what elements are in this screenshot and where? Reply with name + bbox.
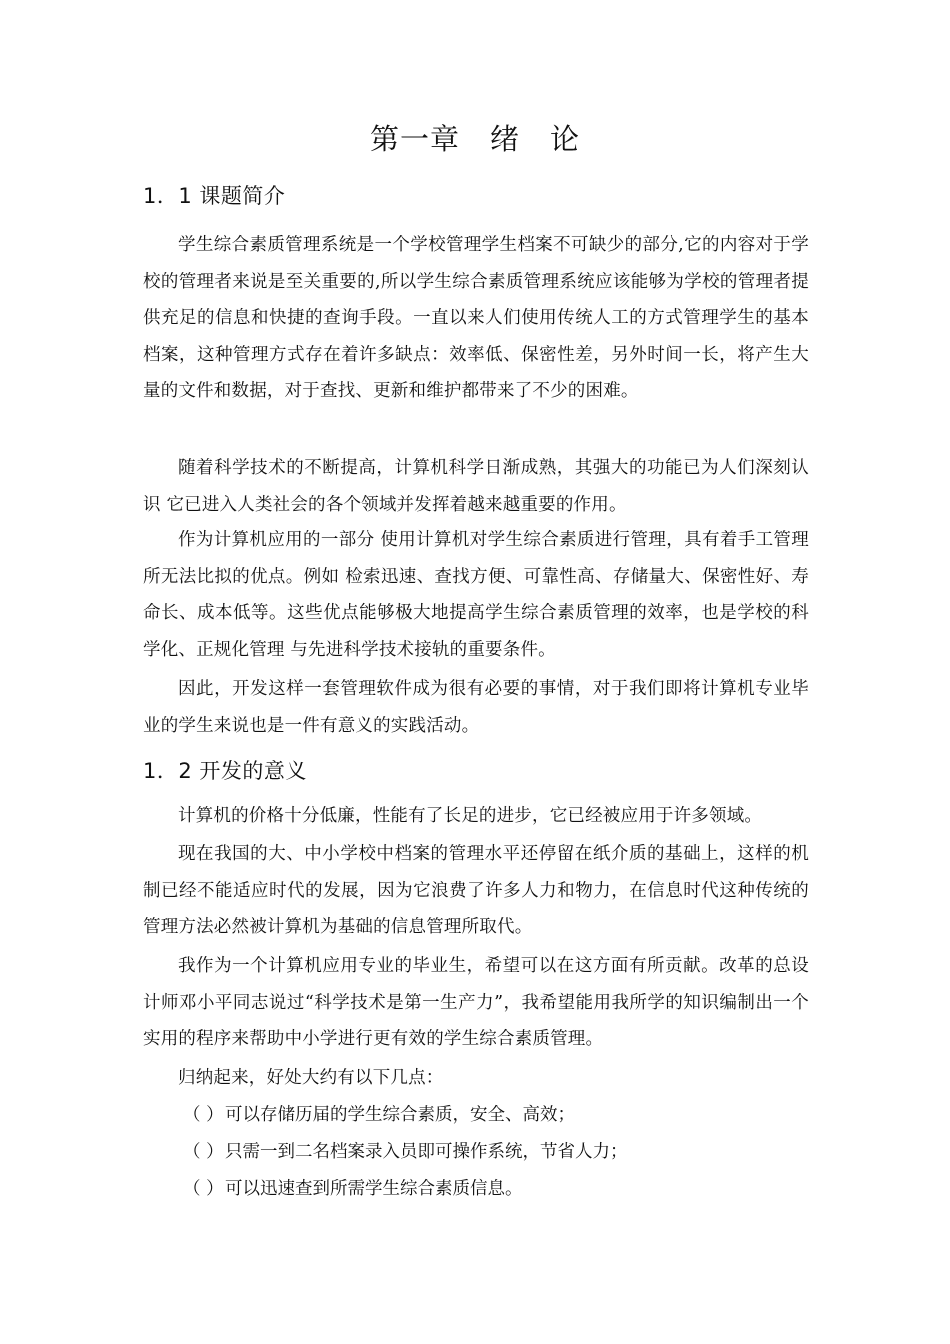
paragraph: 现在我国的大、中小学校中档案的管理水平还停留在纸介质的基础上，这样的机制已经不能适应时代的发展，因为它浪费了许多人力和物力，在信息时代这种传统的管理方法必然被计算机为基础的信息管理所取代。 (143, 844, 809, 938)
section-heading-1-2: 1．2 开发的意义 (143, 759, 307, 783)
list-item-text: 只需一到二名档案录入员即可操作系统，节省人力； (225, 1142, 628, 1162)
paragraph: 作为计算机应用的一部分 使用计算机对学生综合素质进行管理，具有着手工管理所无法比拟的优点。例如 检索迅速、查找方便、可靠性高、存储量大、保密性好、寿命长、成本低等。这些优点能够极大地提高学生综合素质管理的效率，也是学校的科学化、正规化管理 与先进科学技术接轨的重要条件。 (143, 530, 809, 660)
list-marker: （ ） (183, 1105, 224, 1125)
list-item-text: 可以存储历届的学生综合素质，安全、高效； (225, 1105, 575, 1125)
paragraph: 学生综合素质管理系统是一个学校管理学生档案不可缺少的部分,它的内容对于学校的管理者来说是至关重要的,所以学生综合素质管理系统应该能够为学校的管理者提供充足的信息和快捷的查询手段。一直以来人们使用传统人工的方式管理学生的基本档案，这种管理方式存在着许多缺点：效率低、保密性差，另外时间一长，将产生大量的文件和数据，对于查找、更新和维护都带来了不少的困难。 (143, 235, 809, 402)
list-item (183, 1134, 628, 1170)
paragraph: 我作为一个计算机应用专业的毕业生，希望可以在这方面有所贡献。改革的总设计师邓小平同志说过“科学技术是第一生产力”，我希望能用我所学的知识编制出一个实用的程序来帮助中小学进行更有效的学生综合素质管理。 (143, 956, 809, 1050)
list-marker: （ ） (183, 1142, 224, 1162)
paragraph: 计算机的价格十分低廉，性能有了长足的进步，它已经被应用于许多领域。 (178, 806, 763, 826)
list-item-text: 可以迅速查到所需学生综合素质信息。 (225, 1179, 523, 1199)
paragraph: 因此，开发这样一套管理软件成为很有必要的事情，对于我们即将计算机专业毕业的学生来说也是一件有意义的实践活动。 (143, 679, 809, 736)
list-item (183, 1097, 575, 1133)
paragraph: 归纳起来，好处大约有以下几点： (178, 1068, 444, 1088)
list-marker: （ ） (183, 1179, 224, 1199)
paragraph: 随着科学技术的不断提高，计算机科学日渐成熟，其强大的功能已为人们深刻认识 它已进入人类社会的各个领域并发挥着越来越重要的作用。 (143, 458, 809, 515)
list-item (183, 1171, 523, 1207)
section-heading-1-1: 1．1 课题简介 (143, 184, 286, 208)
chapter-title: 第一章 绪 论 (369, 122, 580, 156)
